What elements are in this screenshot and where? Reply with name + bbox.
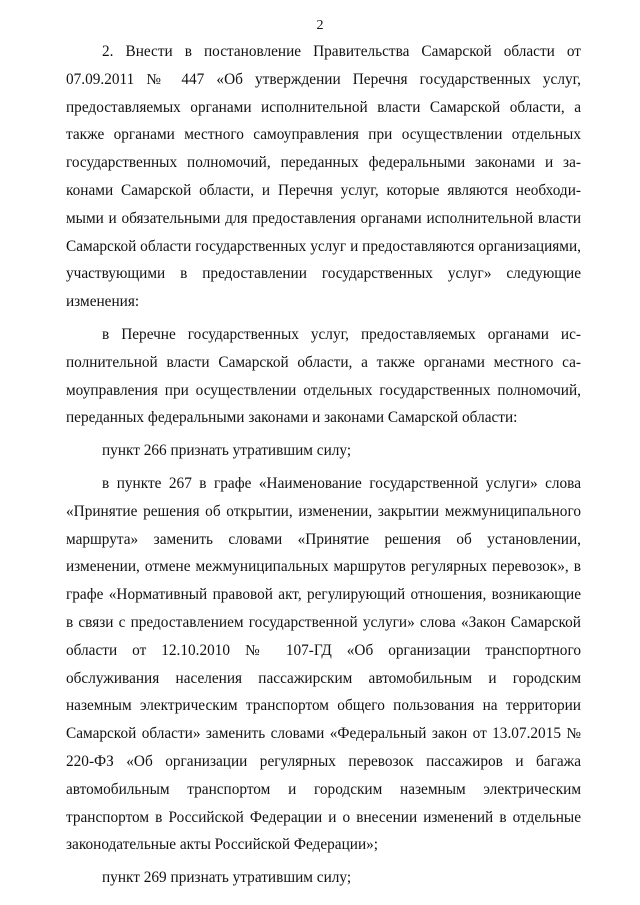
paragraph-item-266: пункт 266 признать утратившим силу; [102, 442, 352, 460]
document-body [66, 38, 581, 892]
page-number: 2 [316, 18, 324, 33]
paragraph-item-269: пункт 269 признать утратившим силу; [102, 869, 352, 887]
paragraph-amendment-intro: 2. Внести в постановление Правительства Самарской области от 07.09.2011 № 447 «Об утверждении Перечня государственных услуг, предоставляемых органами исполнительной власти Самарской области, а также органами местного самоуправления при осуществлении отдельных государственных полномочий, переданных федеральными законами и законами Самарской области, и Перечня услуг, которые являются необходимыми и обязательными для предоставления органами исполнительной власти Самарской области государственных услуг и предоставляются организациями, участвующими в предоставлении государственных услуг» следующие изменения: [66, 43, 581, 311]
paragraph-item-267: в пункте 267 в графе «Наименование государственной услуги» слова «Принятие решения об открытии, изменении, закрытии межмуниципального маршрута» заменить словами «Принятие решения об установлении, изменении, отмене межмуниципальных маршрутов регулярных перевозок», в графе «Нормативный правовой акт, регулирующий отношения, возникающие в связи с предоставлением государственной услуги» слова «Закон Самарской области от 12.10.2010 № 107-ГД «Об организации транспортного обслуживания населения пассажирским автомобильным и городским наземным электрическим транспортом общего пользования на территории Самарской области» заменить словами «Федеральный закон от 13.07.2015 № 220-ФЗ «Об организации регулярных перевозок пассажиров и багажа автомобильным транспортом и городским наземным электрическим транспортом в Российской Федерации и о внесении изменений в отдельные законодательные акты Российской Федерации»; [66, 474, 581, 854]
paragraph-list-intro: в Перечне государственных услуг, предоставляемых органами исполнительной власти Самарской области, а также органами местного самоуправления при осуществлении отдельных государственных полномочий, переданных федеральными законами и законами Самарской области: [66, 325, 581, 427]
